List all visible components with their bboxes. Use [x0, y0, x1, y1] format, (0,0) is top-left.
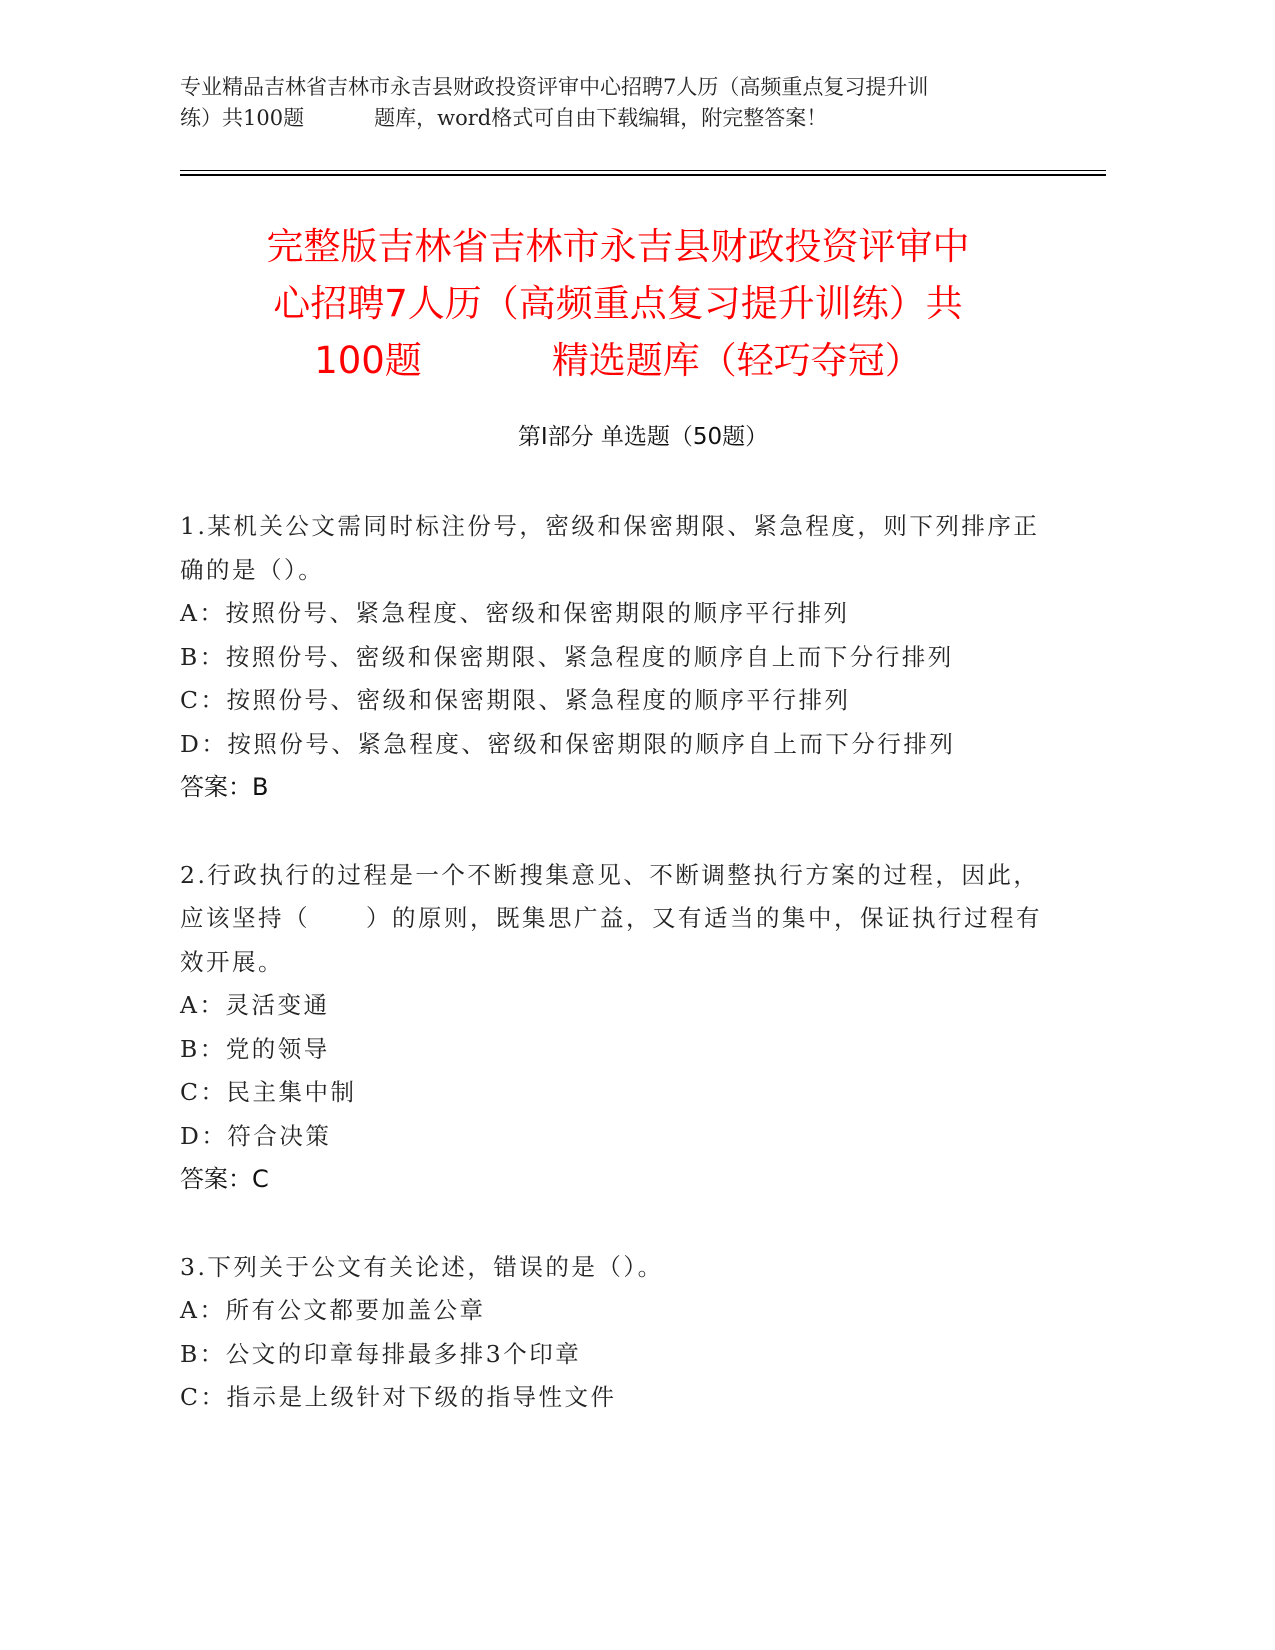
- option-b: B：党的领导: [180, 1034, 330, 1063]
- question-1: [180, 505, 1060, 810]
- title-line1: 完整版吉林省吉林市永吉县财政投资评审中: [266, 225, 970, 268]
- question-list: [180, 505, 1060, 1464]
- header-note-line2-part2: 题库，word格式可自由下载编辑，附完整答案！: [374, 106, 828, 130]
- option-d: D：符合决策: [180, 1121, 332, 1150]
- answer: 答案：B: [180, 773, 269, 801]
- document-title: [150, 218, 1086, 389]
- header-note-line1: 专业精品吉林省吉林市永吉县财政投资评审中心招聘7人历（高频重点复习提升训: [180, 75, 929, 99]
- option-b: B：按照份号、密级和保密期限、紧急程度的顺序自上而下分行排列: [180, 642, 954, 671]
- option-a: A：按照份号、紧急程度、密级和保密期限的顺序平行排列: [180, 599, 850, 627]
- header-divider-thick: [180, 174, 1106, 176]
- option-c: C：指示是上级针对下级的指导性文件: [180, 1383, 617, 1411]
- option-a: A：灵活变通: [180, 991, 330, 1019]
- question-stem: 1.某机关公文需同时标注份号，密级和保密期限、紧急程度，则下列排序正确的是（）。: [180, 512, 1040, 584]
- option-b: B：公文的印章每排最多排3个印章: [180, 1339, 582, 1368]
- option-a: A：所有公文都要加盖公章: [180, 1296, 486, 1324]
- question-stem-part1: 2.行政执行的过程是一个不断搜集意见、不断调整执行方案的过程，因此，应该坚持（: [180, 860, 1040, 932]
- header-divider-thin: [180, 170, 1106, 171]
- question-2: [180, 854, 1060, 1202]
- title-line3-part1: 100题: [314, 339, 422, 382]
- header-note-line2-part1: 练）共100题: [180, 106, 305, 130]
- header-note: [180, 72, 1060, 134]
- question-stem: [180, 854, 1060, 985]
- title-line2: 心招聘7人历（高频重点复习提升训练）共: [273, 282, 963, 325]
- title-line3-part2: 精选题库（轻巧夺冠）: [551, 339, 922, 382]
- section-title: 第Ⅰ部分 单选题（50题）: [517, 424, 769, 450]
- answer: 答案：C: [180, 1165, 269, 1193]
- option-c: C：民主集中制: [180, 1078, 357, 1106]
- question-stem: 3.下列关于公文有关论述，错误的是（）。: [180, 1252, 664, 1281]
- option-d: D：按照份号、紧急程度、密级和保密期限的顺序自上而下分行排列: [180, 729, 956, 758]
- option-c: C：按照份号、密级和保密期限、紧急程度的顺序平行排列: [180, 686, 851, 714]
- question-3: [180, 1246, 1060, 1420]
- question-stem-part2: ）的原则，既集思广益，又有适当的集中，保证执行过程有效开展。: [180, 904, 1042, 976]
